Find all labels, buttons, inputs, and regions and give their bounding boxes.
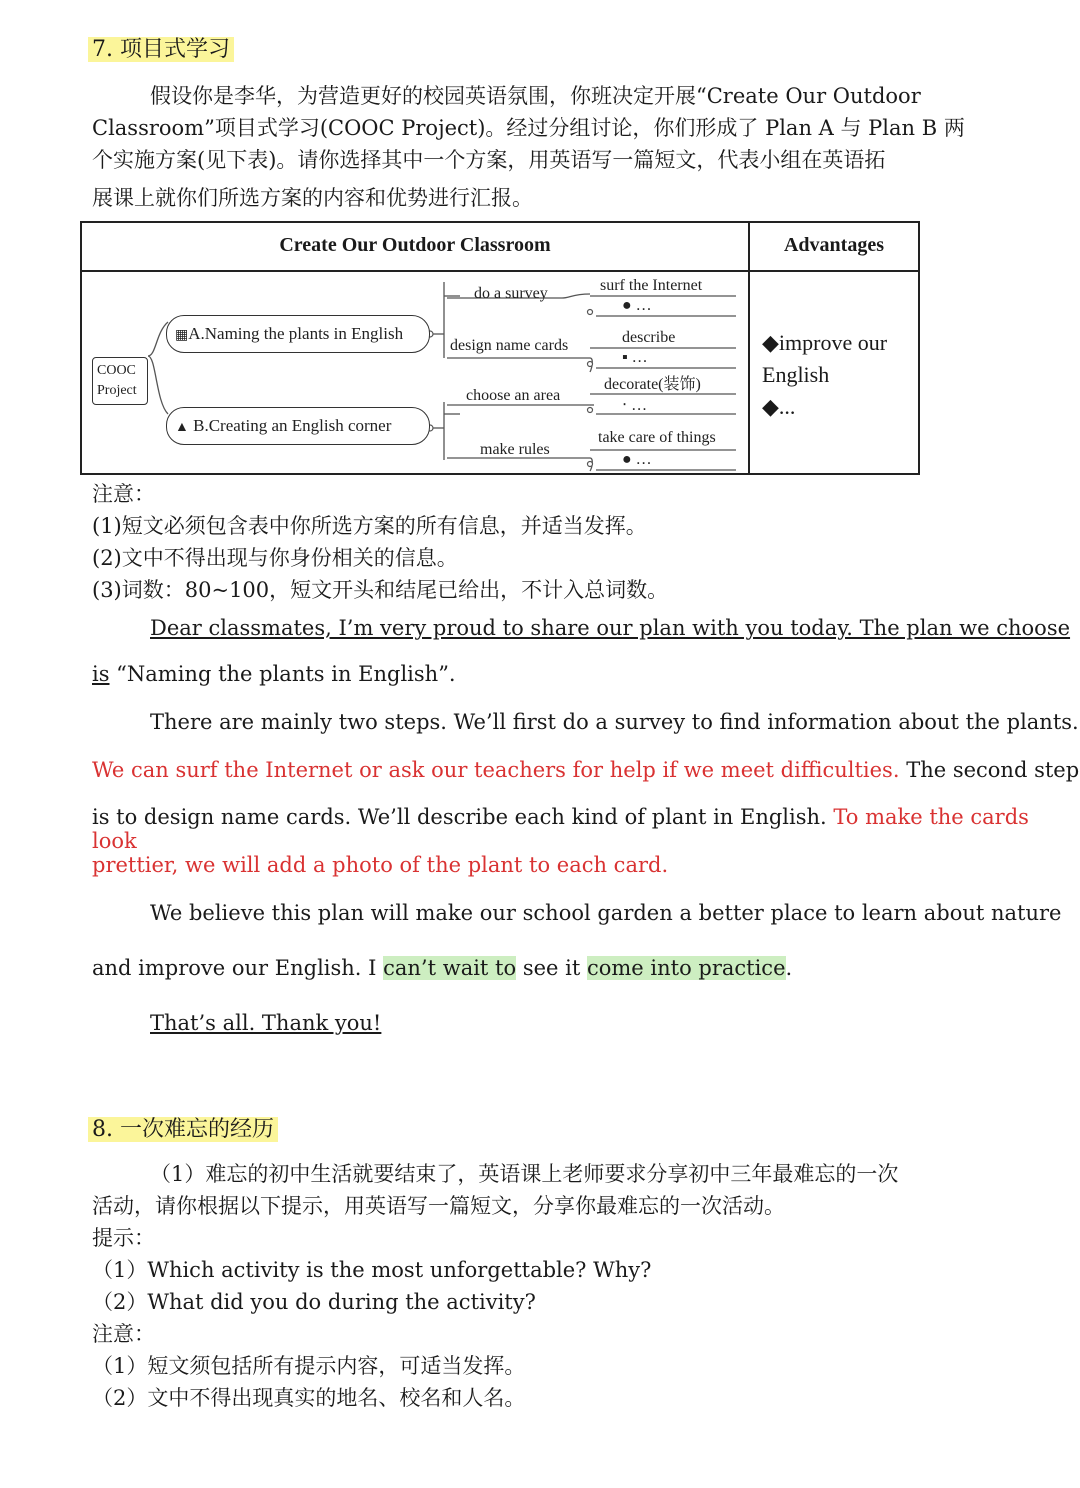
table-header-left: Create Our Outdoor Classroom [279,234,551,256]
essay-p3-line-1: We believe this plan will make our school garden a better place to learn about nature [150,901,1062,925]
section-7-note-1: (1)短文必须包含表中你所选方案的所有信息，并适当发挥。 [92,514,647,538]
section-8-intro-line-2: 活动，请你根据以下提示，用英语写一篇短文，分享你最难忘的一次活动。 [92,1194,785,1218]
table-header-right: Advantages [783,234,884,256]
essay-p2-line-2: We can surf the Internet or ask our teachers for help if we meet difficulties. The second step [92,758,1080,782]
house-icon: ▲ [175,420,189,435]
leaf-ellipsis-4: ● … [622,451,652,468]
section-7-note-3: (3)词数：80~100，短文开头和结尾已给出，不计入总词数。 [92,578,669,602]
section-7-notes-title: 注意： [92,482,155,506]
essay-closing: That’s all. Thank you! [150,1011,382,1035]
step-design-name-cards: design name cards [450,337,569,354]
leaf-ellipsis-1: ● … [622,297,652,314]
section-7-intro-line-4: 展课上就你们所选方案的内容和优势进行汇报。 [92,186,533,210]
advantages-list: ◆improve our English ◆... [762,330,888,419]
leaf-describe: describe [622,329,676,346]
section-7-intro-line-2: Classroom”项目式学习(COOC Project)。经过分组讨论，你们形成了 Plan A 与 Plan B 两 [92,116,965,140]
section-8-heading: 8. 一次难忘的经历 [88,1112,278,1143]
leaf-take-care-of-things: take care of things [598,429,716,446]
step-choose-an-area: choose an area [466,387,561,404]
section-7-intro-line-1: 假设你是李华，为营造更好的校园英语氛围，你班决定开展“Create Our Outdoor [150,84,921,108]
section-8-note-2: （2）文中不得出现真实的地名、校名和人名。 [92,1386,526,1410]
step-do-a-survey: do a survey [474,285,548,302]
table-column-divider [748,223,750,473]
diamond-bullet-icon: ◆ [762,330,779,355]
essay-p3-line-2: and improve our English. I can’t wait to see it come into practice. [92,956,793,980]
plan-b-node: ▲ B.Creating an English corner [166,407,430,445]
essay-p2-line-4: prettier, we will add a photo of the plant to each card. [92,853,669,877]
calendar-icon: ▦ [175,328,189,343]
step-make-rules: make rules [480,441,550,458]
section-8-notes-title: 注意： [92,1322,155,1346]
cooc-table [80,221,920,475]
section-8-hints-title: 提示： [92,1226,155,1250]
leaf-decorate: decorate(装饰) [604,376,701,393]
section-8-hint-2: （2）What did you do during the activity? [92,1290,536,1314]
leaf-surf-the-internet: surf the Internet [600,277,703,294]
leaf-ellipsis-3: ‧ … [622,397,648,414]
mindmap-root-node: COOC Project [92,357,148,405]
diamond-bullet-icon: ◆ [762,394,779,419]
section-7-intro-line-3: 个实施方案(见下表)。请你选择其中一个方案，用英语写一篇短文，代表小组在英语拓 [92,148,886,172]
essay-opening-line-2: is “Naming the plants in English”. [92,662,456,686]
section-7-heading: 7. 项目式学习 [88,32,234,63]
section-8-note-1: （1）短文须包括所有提示内容，可适当发挥。 [92,1354,526,1378]
essay-opening-line-1: Dear classmates, I’m very proud to share our plan with you today. The plan we choose [150,616,1071,640]
leaf-ellipsis-2: ▪ … [622,349,648,366]
plan-a-node: ▦A.Naming the plants in English [166,315,430,353]
section-8-intro-line-1: （1）难忘的初中生活就要结束了，英语课上老师要求分享初中三年最难忘的一次 [150,1162,899,1186]
section-8-hint-1: （1）Which activity is the most unforgettable? Why? [92,1258,652,1282]
essay-p2-line-3: is to design name cards. We’ll describe each kind of plant in English. To make the cards look [92,805,1029,853]
essay-p2-line-1: There are mainly two steps. We’ll first do a survey to find information about the plants. [150,710,1079,734]
section-7-note-2: (2)文中不得出现与你身份相关的信息。 [92,546,458,570]
